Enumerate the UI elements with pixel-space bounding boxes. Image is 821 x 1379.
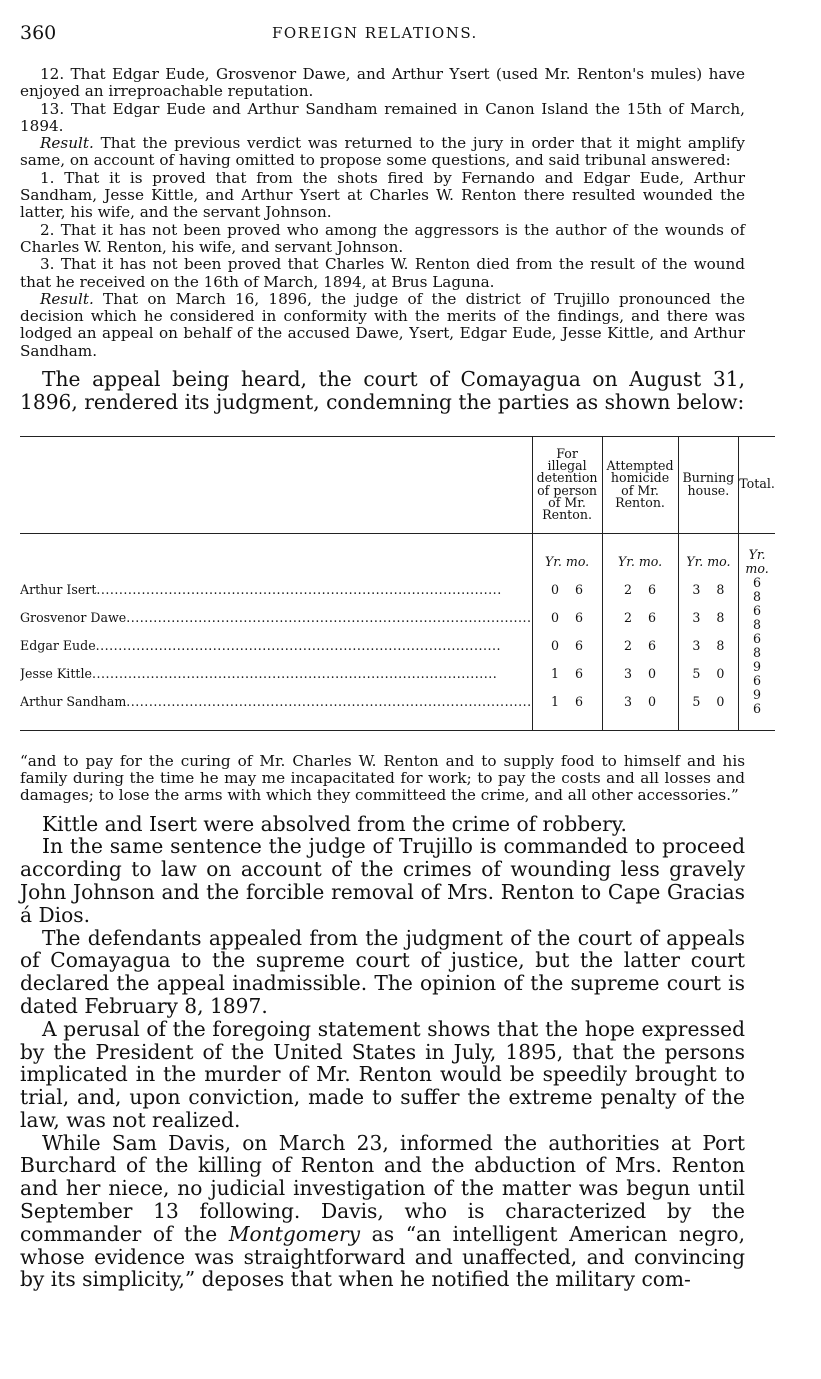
- term-cell: [678, 688, 739, 731]
- years-value: 0: [551, 609, 560, 625]
- leader-dots: ..........................................................................................: [126, 609, 532, 625]
- months-value: 8: [753, 644, 762, 660]
- months-value: 8: [753, 588, 762, 604]
- col-header-homicide: Attempted homicide of Mr. Renton.: [602, 436, 678, 533]
- years-value: 3: [692, 637, 701, 653]
- months-value: 8: [716, 609, 725, 625]
- answer-2: 2. That it has not been proved who among the aggressors is the author of the wounds of Charles W. Renton, his wife, and servant Johnson.: [20, 220, 745, 256]
- paragraph-supreme-court: The defendants appealed from the judgment of the court of appeals of Comayagua to the supreme court of justice, but the latter court declared the appeal inadmissible. The opinion of the supreme court is dated February 8, 1897.: [20, 925, 745, 1018]
- years-value: 6: [753, 602, 762, 618]
- unit-label: Yr. mo.: [602, 533, 678, 576]
- sentence-table: [20, 436, 775, 731]
- page-number: 360: [20, 22, 57, 44]
- running-title: FOREIGN RELATIONS.: [272, 24, 478, 42]
- years-value: 2: [624, 637, 633, 653]
- months-value: 6: [575, 665, 584, 681]
- months-value: 6: [575, 637, 584, 653]
- answer-1: 1. That it is proved that from the shots fired by Fernando and Edgar Eude, Arthur Sandham, Jesse Kittle, and Arthur Ysert at Charles W. Renton there resulted wounded the latter, his wife, and the servant Johnson.: [20, 168, 745, 222]
- term-cell: [602, 632, 678, 660]
- term-cell: [739, 660, 775, 688]
- result-label: Result.: [40, 134, 94, 153]
- col-header-detention: For illegal detention of person of Mr. Renton.: [532, 436, 602, 533]
- term-cell: [532, 604, 602, 632]
- months-value: 6: [575, 693, 584, 709]
- term-cell: [739, 632, 775, 660]
- term-cell: [602, 660, 678, 688]
- years-value: 5: [692, 665, 701, 681]
- table-row: [20, 576, 775, 604]
- months-value: 8: [716, 581, 725, 597]
- result-text: That the previous verdict was returned to the jury in order that it might amplify same, on account of having omitted to propose some questions, and said tribunal answered:: [20, 134, 745, 170]
- years-value: 3: [692, 609, 701, 625]
- findings-block: [20, 66, 745, 360]
- months-value: 6: [575, 581, 584, 597]
- result-paragraph-1: [20, 135, 745, 170]
- table-stub-header: [20, 436, 532, 533]
- appeal-paragraph: The appeal being heard, the court of Comayagua on August 31, 1896, rendered its judgment, condemning the parties as shown below:: [20, 367, 745, 414]
- leader-dots: ..........................................................................................: [91, 665, 498, 681]
- months-value: 6: [648, 609, 657, 625]
- body-text: [20, 813, 745, 1292]
- years-value: 2: [624, 581, 633, 597]
- term-cell: [739, 576, 775, 604]
- unit-label: Yr. mo.: [739, 533, 775, 576]
- term-cell: [739, 604, 775, 632]
- answer-3: 3. That it has not been proved that Charles W. Renton died from the result of the wound that he received on the 16th of March, 1894, at Brus Laguna.: [20, 255, 745, 291]
- ship-name: Montgomery: [228, 1221, 361, 1246]
- years-value: 0: [551, 637, 560, 653]
- months-value: 0: [648, 665, 657, 681]
- term-cell: [739, 688, 775, 731]
- paragraph-sam-davis: While Sam Davis, on March 23, informed the authorities at Port Burchard of the killing of Renton and the abduction of Mrs. Renton and her niece, no judicial investigation of the matter was begun until September 13 following. Davis, who is characterized by the commander of the Montgomery as “an intelligent American negro, whose evidence was straightforward and unaffected, and convincing by its simplicity,” deposes that when he notified the military com-: [20, 1130, 746, 1292]
- term-cell: [678, 660, 739, 688]
- term-cell: [602, 604, 678, 632]
- defendant-name: Arthur Isert: [20, 581, 97, 597]
- term-cell: [678, 632, 739, 660]
- term-cell: [602, 688, 678, 731]
- years-value: 3: [624, 665, 633, 681]
- appeal-block: [20, 368, 745, 414]
- leader-dots: ..........................................................................................: [96, 581, 502, 597]
- months-value: 6: [648, 581, 657, 597]
- finding-13: 13. That Edgar Eude and Arthur Sandham remained in Canon Island the 15th of March, 1894.: [20, 99, 745, 135]
- defendant-name: Edgar Eude: [20, 637, 96, 653]
- months-value: 8: [753, 616, 762, 632]
- leader-dots: ..........................................................................................: [126, 693, 532, 709]
- months-value: 6: [753, 700, 762, 716]
- years-value: 1: [551, 665, 560, 681]
- defendant-name: Arthur Sandham: [20, 693, 127, 709]
- units-row: [20, 533, 775, 576]
- months-value: 0: [716, 665, 725, 681]
- months-value: 8: [716, 637, 725, 653]
- years-value: 6: [753, 574, 762, 590]
- result-label: Result.: [40, 289, 94, 308]
- document-page: [20, 0, 775, 1292]
- paragraph-absolved: Kittle and Isert were absolved from the crime of robbery.: [42, 811, 627, 836]
- defendant-name: Grosvenor Dawe: [20, 609, 127, 625]
- finding-12: 12. That Edgar Eude, Grosvenor Dawe, and Arthur Ysert (used Mr. Renton's mules) have enjoyed an irreproachable reputation.: [20, 65, 745, 101]
- paragraph-trujillo: In the same sentence the judge of Trujillo is commanded to proceed according to law on account of the crimes of wounding less gravely John Johnson and the forcible removal of Mrs. Renton to Cape Gracias á Dios.: [20, 834, 745, 927]
- months-value: 0: [648, 693, 657, 709]
- result-text: That on March 16, 1896, the judge of the district of Trujillo pronounced the decision which he considered in conformity with the merits of the findings, and there was lodged an appeal on behalf of the accused Dawe, Ysert, Edgar Eude, Jesse Kittle, and Arthur Sandham.: [20, 289, 745, 360]
- quote-block: [20, 753, 745, 805]
- table-row: [20, 688, 775, 731]
- months-value: 6: [575, 609, 584, 625]
- years-value: 1: [551, 693, 560, 709]
- col-header-total: Total.: [739, 436, 775, 533]
- table-row: [20, 604, 775, 632]
- term-cell: [532, 576, 602, 604]
- paragraph-perusal: A perusal of the foregoing statement shows that the hope expressed by the President of the United States in July, 1895, that the persons implicated in the murder of Mr. Renton would be speedily brought to trial, and, upon conviction, made to suffer the extreme penalty of the law, was not realized.: [20, 1016, 745, 1132]
- years-value: 0: [551, 581, 560, 597]
- years-value: 3: [624, 693, 633, 709]
- defendant-name: Jesse Kittle: [20, 665, 92, 681]
- term-cell: [678, 604, 739, 632]
- unit-label: Yr. mo.: [678, 533, 739, 576]
- months-value: 6: [753, 672, 762, 688]
- result-paragraph-2: [20, 291, 745, 360]
- term-cell: [532, 688, 602, 731]
- term-cell: [602, 576, 678, 604]
- years-value: 5: [692, 693, 701, 709]
- years-value: 9: [753, 686, 762, 702]
- years-value: 6: [753, 630, 762, 646]
- term-cell: [678, 576, 739, 604]
- col-header-burning: Burning house.: [678, 436, 739, 533]
- months-value: 6: [648, 637, 657, 653]
- page-header: [20, 0, 745, 44]
- years-value: 2: [624, 609, 633, 625]
- years-value: 9: [753, 658, 762, 674]
- term-cell: [532, 632, 602, 660]
- table-row: [20, 660, 775, 688]
- table-row: [20, 632, 775, 660]
- years-value: 3: [692, 581, 701, 597]
- term-cell: [532, 660, 602, 688]
- leader-dots: ..........................................................................................: [95, 637, 501, 653]
- sentence-quote: “and to pay for the curing of Mr. Charles W. Renton and to supply food to himself and his family during the time he may me incapacitated for work; to pay the costs and all losses and damages; to lose the arms with which they committeed the crime, and all other accessories.”: [20, 751, 745, 805]
- months-value: 0: [716, 693, 725, 709]
- unit-label: Yr. mo.: [532, 533, 602, 576]
